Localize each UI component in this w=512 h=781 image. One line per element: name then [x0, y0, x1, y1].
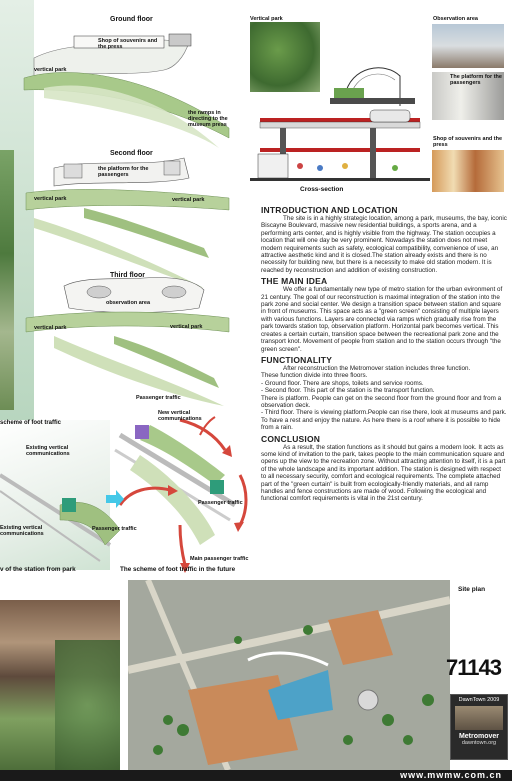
intro-body: The site is in a highly strategic location, among a park, museums, the bay, iconic Biscayne Boulevard, massive new residential buildings, a sports arena, and a performing arts center, and is highly visible from the highway. The station occupies a location that will one day be very prominent. Nowadays the station does not meet modern requirements such as safety, ecological compatibility, convenience of use, an attractive aesthetic kind and it is closed.The station already exists and there is no necessity for building new, but there is a necessity to make old station modern. It is reached by reconstruction and addition of existing construction.: [261, 215, 507, 274]
article: [261, 203, 507, 503]
passenger-traffic-1: Passenger traffic: [136, 395, 181, 401]
func-line: These function divide into three floors.: [261, 372, 368, 380]
scheme-left-caption: scheme of foot traffic: [0, 420, 62, 426]
badge-title: Metromover: [458, 733, 500, 740]
third-floor-title: Third floor: [110, 272, 145, 279]
third-observation-label: observation area: [106, 300, 151, 306]
func-line: There is platform. People can get on the second floor from the ground floor and from a observation deck.: [261, 394, 502, 409]
main-passenger-label: Main passenger traffic: [190, 556, 249, 562]
floor-plans-drawing: [14, 18, 244, 408]
second-vertical-park-right: vertical park: [172, 197, 205, 203]
ground-floor-title: Ground floor: [110, 16, 153, 23]
func-line: - Ground floor. There are shops, toilets and service rooms.: [261, 379, 424, 387]
intro-heading: INTRODUCTION AND LOCATION: [261, 205, 398, 215]
site-plan-title: Site plan: [458, 586, 486, 593]
footer-bar: [0, 770, 512, 781]
view-caption: v of the station from park: [0, 566, 76, 573]
ground-shop-label: Shop of souvenirs and the press: [98, 38, 158, 50]
func-line: - Third floor. There is viewing platform.People can rise there, look at museums and park. To have a rest and enjoy the nature. As here there is a roof where it is possible to hide from a rain.: [261, 409, 507, 432]
sidebar-tree-photo: [0, 150, 14, 410]
ground-vertical-park-label: vertical park: [34, 67, 67, 73]
badge-image: [455, 706, 503, 730]
conclusion-heading: CONCLUSION: [261, 433, 321, 444]
photo-trees: [55, 640, 120, 770]
functionality-body: After reconstruction the Metromover station includes three function.: [283, 364, 471, 372]
entry-number: 71143: [446, 655, 501, 680]
func-line: - Second floor. This part of the station is the transport function.: [261, 387, 435, 395]
existing-vertical-2: Existing vertical communications: [0, 525, 44, 537]
cross-section-drawing: [250, 56, 430, 186]
conclusion-body: As a result, the station functions as it should but gains a modern look. It acts as some kind of invitation to the park, takes people to the main communication square and opens up the view to the recreation zone. Without attracting attention to itself, it is a part of the whole landscape and its important addition. The station is designed with respect to all necessary security, comfort and ecological requirements. The complete attached part of the "green curtain" is built from ecologically-friendly materials, and all ramp handles and fence constructions are made of wood. Following the ecological and functional comfort requirements is vital in the 21st century.: [261, 443, 506, 503]
shop-label: Shop of souvenirs and the press: [433, 136, 503, 148]
site-plan-drawing: [128, 580, 450, 770]
ground-ramps-label: the ramps in directing to the museum press: [188, 110, 228, 128]
new-vertical-label: New vertical communications: [158, 410, 202, 422]
dawntown-badge: [450, 694, 508, 760]
platform-label: The platform for the passengers: [450, 74, 502, 86]
main-idea-heading: THE MAIN IDEA: [261, 276, 328, 287]
site-plan-map: [128, 580, 450, 770]
second-floor-title: Second floor: [110, 150, 153, 157]
functionality-list: [261, 372, 507, 431]
vertical-park-photo-label: Vertical park: [250, 16, 283, 22]
third-vertical-park-left: vertical park: [34, 325, 67, 331]
shop-photo: [432, 150, 504, 192]
second-platform-label: the platform for the passengers: [98, 166, 149, 178]
badge-url: dawntown.org: [461, 740, 497, 746]
second-vertical-park-left: vertical park: [34, 196, 67, 202]
passenger-traffic-3: Passenger traffic: [198, 500, 243, 506]
observation-area-label: Observation area: [433, 16, 478, 22]
third-vertical-park-right: vertical park: [170, 324, 203, 330]
observation-area-photo: [432, 24, 504, 68]
passenger-traffic-2: Passenger traffic: [92, 526, 137, 532]
cross-section-title: Cross-section: [300, 186, 344, 193]
existing-vertical-1: Existing vertical communications: [26, 445, 70, 457]
footer-url: www.mwmw.com.cn: [400, 770, 502, 780]
functionality-heading: FUNCTIONALITY: [261, 354, 333, 365]
station-from-park-photo: [0, 600, 120, 770]
main-idea-body: We offer a fundamentally new type of metro station for the urban evironment of 21 century. The goal of our reconstruction is maximal integration of the station into the park zone and social center. We design a transition space between station and square in front of museums. This space acts as a "green screen" consisting of multiple layers with various functions. Layers are connected via ramps which gradually rise from the park towards station top, observation platform. Horizontal park becomes vertical. This creates a certain curtain, transition space between the recreational park zone and the transport knot. Movement of people from station and to the station occurs through "the green screen".: [261, 286, 503, 353]
future-caption: The scheme of foot traffic in the future: [120, 566, 236, 573]
badge-year: DawnTown 2009: [458, 697, 500, 703]
